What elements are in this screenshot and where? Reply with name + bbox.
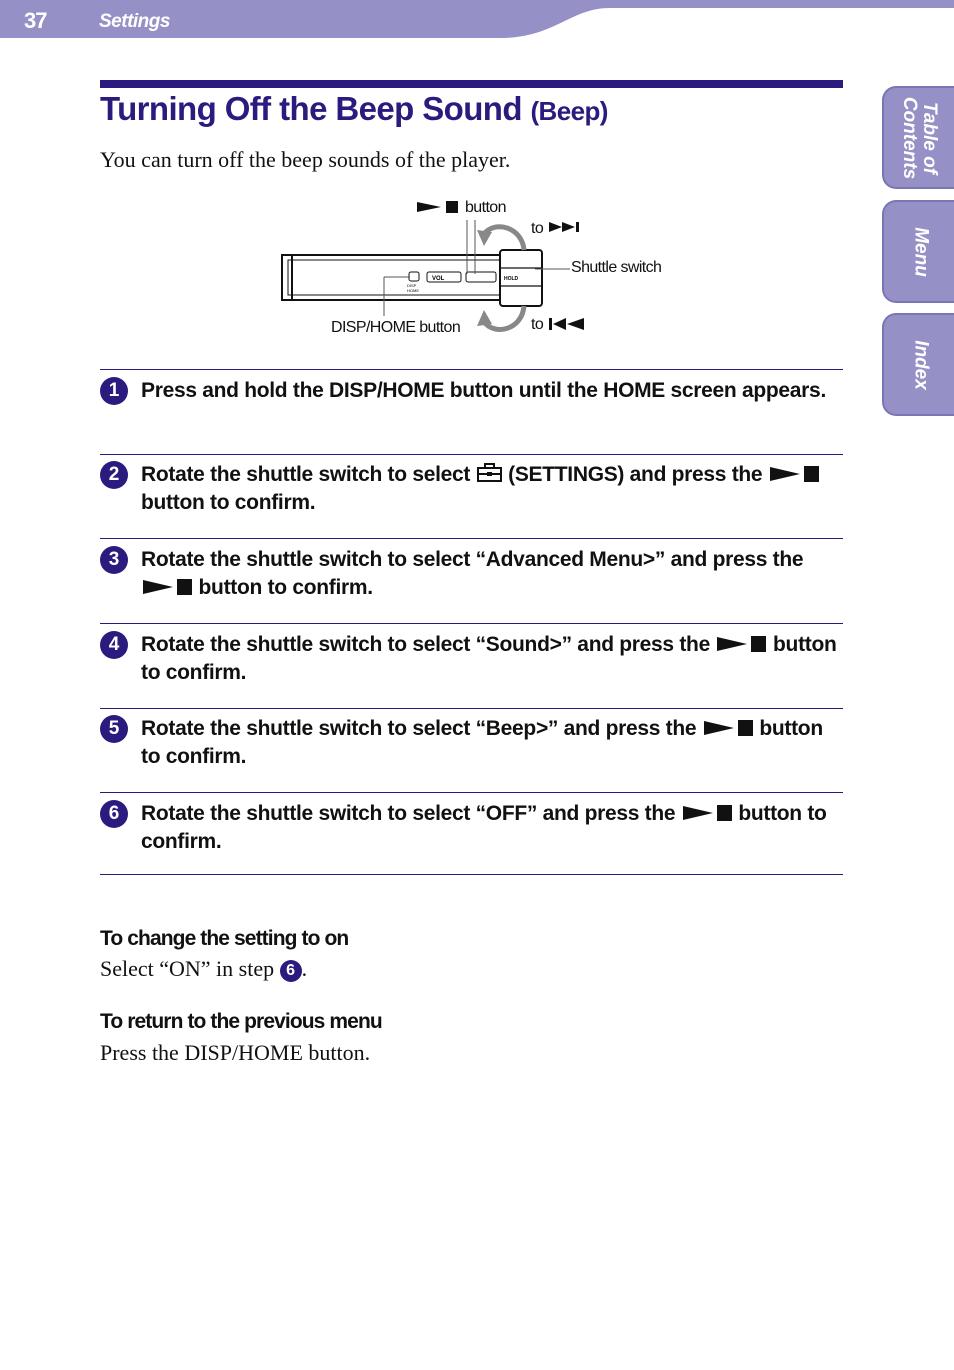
note-heading-change-on: To change the setting to on xyxy=(100,927,349,950)
toolbox-icon xyxy=(476,461,503,483)
step-number: 6 xyxy=(100,800,128,828)
intro-text: You can turn off the beep sounds of the player. xyxy=(100,147,511,172)
title-main: Turning Off the Beep Sound xyxy=(100,90,522,127)
prev-track-icon xyxy=(549,318,584,330)
page-number: 37 xyxy=(24,8,47,33)
to-next-label: to xyxy=(531,220,544,237)
step-text: Rotate the shuttle switch to select “Sound>” and press the button to confirm. xyxy=(141,633,837,684)
step-text: Rotate the shuttle switch to select “Beep>” and press the button to confirm. xyxy=(141,717,823,768)
play-stop-icon xyxy=(417,201,458,213)
section-name: Settings xyxy=(99,11,170,32)
step-text: Rotate the shuttle switch to select (SETTINGS) and press the button to confirm. xyxy=(141,461,846,517)
note-heading-return: To return to the previous menu xyxy=(100,1010,382,1033)
step-divider xyxy=(100,792,843,793)
step-number: 1 xyxy=(100,377,128,405)
step-number: 4 xyxy=(100,631,128,659)
step-number: 3 xyxy=(100,546,128,574)
note-body-return: Press the DISP/HOME button. xyxy=(100,1040,371,1065)
shuttle-switch-label: Shuttle switch xyxy=(571,259,662,276)
play-stop-icon xyxy=(715,635,767,653)
tab-index-label: Index xyxy=(910,339,932,390)
page-title xyxy=(100,90,608,128)
disp-home-button-label: DISP/HOME button xyxy=(331,319,461,336)
vol-text: VOL xyxy=(432,276,445,282)
step-ref-badge: 6 xyxy=(280,960,302,982)
step-divider xyxy=(100,623,843,624)
step-divider xyxy=(100,874,843,875)
to-prev-label: to xyxy=(531,316,544,333)
step-text: Press and hold the DISP/HOME button until the HOME screen appears. xyxy=(141,379,826,402)
step-text: Rotate the shuttle switch to select “OFF” and press the button to confirm. xyxy=(141,802,827,853)
tab-menu-label: Menu xyxy=(910,226,932,277)
note-body-change-on: Select “ON” in step 6 . xyxy=(100,956,308,981)
tab-menu[interactable] xyxy=(882,200,954,303)
step-number: 5 xyxy=(100,715,128,743)
title-rule xyxy=(100,80,843,88)
step-divider xyxy=(100,538,843,539)
play-stop-icon xyxy=(141,578,193,596)
tab-table-of-contents-label: Table of Contents xyxy=(898,96,940,179)
play-stop-button-label: button xyxy=(465,199,506,216)
step-divider xyxy=(100,369,843,370)
step-divider xyxy=(100,454,843,455)
play-stop-icon xyxy=(702,719,754,737)
header-band xyxy=(0,0,954,40)
hold-text: HOLD xyxy=(504,276,519,282)
step-number: 2 xyxy=(100,461,128,489)
step-text: Rotate the shuttle switch to select “Advanced Menu>” and press the button to confirm. xyxy=(141,548,804,599)
play-stop-icon xyxy=(681,804,733,822)
disp-small-text: DISP xyxy=(407,283,417,288)
next-track-icon xyxy=(549,222,579,232)
title-sub: (Beep) xyxy=(530,96,608,126)
home-small-text: HOME xyxy=(407,288,419,293)
player-diagram xyxy=(270,192,690,352)
tab-table-of-contents[interactable] xyxy=(882,86,954,189)
step-divider xyxy=(100,708,843,709)
tab-index[interactable] xyxy=(882,313,954,416)
play-stop-icon xyxy=(768,465,820,483)
